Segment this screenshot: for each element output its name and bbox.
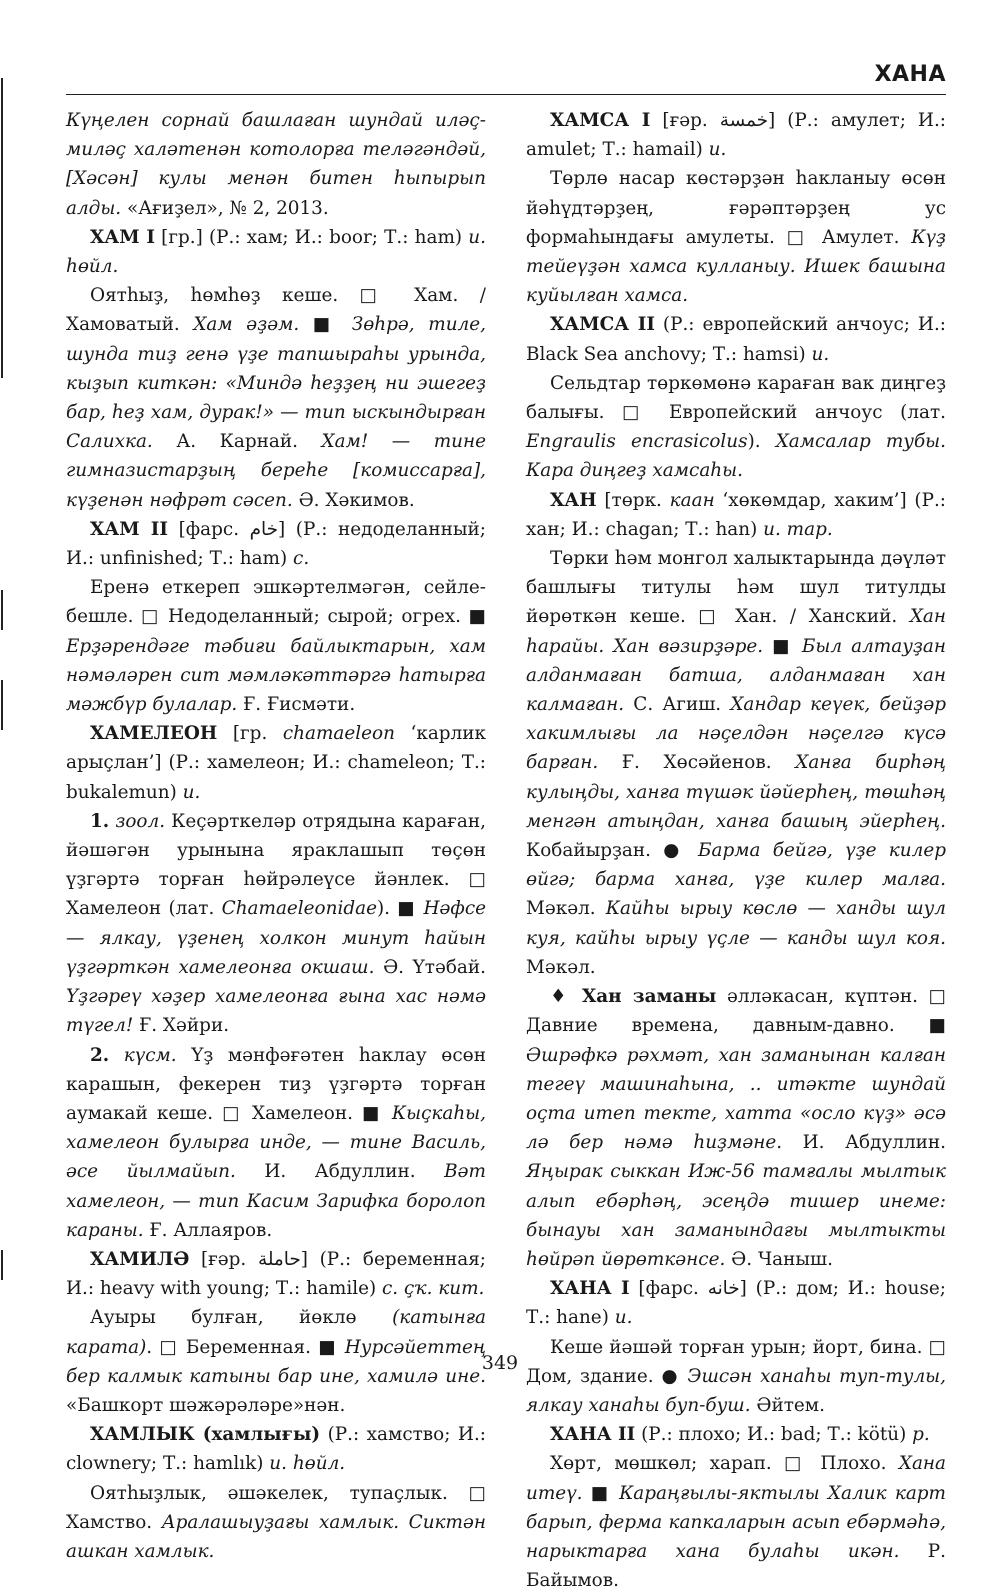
entry-text: [ғәр. خمسة] (Р.: амулет; И.: amulet; Т.: hamail) bbox=[526, 110, 946, 161]
entry-text: Хамсалар тубы. Кара диңгеҙ хамсаһы. bbox=[526, 431, 946, 482]
entry-text: (Р.: хамство; И.: clownery; Т.: hamlık) bbox=[66, 1424, 486, 1475]
entry-text: Был алтауҙан алданмаған батша, алданмаған хан калмаған. bbox=[526, 635, 946, 716]
entry-text: Күҙ тейеүҙән хамса кулланыу. Ишек башына куйылған хамса. bbox=[526, 226, 946, 307]
entry-paragraph bbox=[526, 310, 946, 368]
entry-text: и. тар. bbox=[763, 518, 833, 540]
entry-text: Ә. Үтәбай. bbox=[374, 956, 486, 978]
entry-text: Төрлө насар көстәрҙән һакланыу өсөн йәһүдтәрҙең, ғәрәптәрҙең ус формаһындағы амулеты. □ Амулет. bbox=[526, 168, 946, 248]
headword: ХАМ I bbox=[90, 226, 155, 248]
entry-text: [фарс. خانه] (Р.: дом; И.: house; Т.: hane) bbox=[526, 1278, 946, 1329]
headword: ХАМ II bbox=[90, 518, 168, 540]
entry-text: А. Карнай. bbox=[152, 431, 322, 453]
entry-text: Мәкәл. bbox=[526, 956, 596, 978]
entry-paragraph bbox=[66, 281, 486, 515]
entry-text: Кайһы ырыу көслө — ханды шул куя, кайһы ырыу үҫле — канды шул коя. bbox=[526, 898, 947, 949]
entry-text: Хан һарайы. Хан вәзирҙәре. bbox=[526, 606, 946, 657]
entry-text: 1. bbox=[90, 810, 110, 832]
entry-text: Хандар кеүек, бейҙәр хакимлығы ла нәҫелдән нәҫелгә күсә барған. bbox=[526, 694, 946, 774]
entry-text: (Р.: европейский анчоус; И.: Black Sea anchovy; Т.: hamsi) bbox=[526, 314, 946, 365]
entry-text: ). ■ bbox=[376, 898, 424, 920]
entry-text: Хам әҙәм. bbox=[193, 314, 300, 336]
entry-text: Оятһыҙ, һөмһөҙ кеше. □ Хам. / Хамоватый. bbox=[66, 285, 486, 336]
entry-text: Үҙгәреү хәҙер хамелеонға ғына хас нәмә түгел! bbox=[66, 986, 486, 1037]
entry-text: Хан заманы bbox=[582, 986, 717, 1008]
entry-text: chamaeleon bbox=[282, 723, 395, 745]
entry-text: Кобайырҙан. ● bbox=[526, 840, 699, 862]
entry-text: «Ағиҙел», № 2, 2013. bbox=[121, 197, 329, 219]
headword: ХАМЛЫК (хамлығы) bbox=[90, 1424, 321, 1446]
entry-text: и. bbox=[811, 343, 830, 365]
entry-text: и. bbox=[614, 1307, 633, 1329]
entry-text: [ғәр. حاملة] (Р.: беременная; И.: heavy with young; Т.: hamile) bbox=[66, 1248, 486, 1300]
entry-text: и. bbox=[182, 781, 201, 803]
entry-text: Яңырак сыккан Иж-56 тамғалы мылтык алып ебәрһәң, эсеңдә тишер инеме: бынауы хан заманындағы мылтыкты һөйрәп йөрөткәнсе. bbox=[526, 1161, 946, 1270]
page-number: 349 bbox=[481, 1352, 519, 1374]
entry-text: и. bbox=[708, 139, 727, 161]
entry-text: Мәкәл. bbox=[526, 898, 606, 920]
entry-text: Ә. Чаныш. bbox=[725, 1248, 833, 1270]
entry-text: Chamaeleonidae bbox=[221, 898, 377, 920]
entry-text: Аралашыуҙағы хамлык. Сиктән ашкан хамлык. bbox=[66, 1511, 486, 1562]
entry-text: И. Абдуллин. bbox=[782, 1132, 946, 1154]
entry-paragraph bbox=[66, 1245, 486, 1303]
entry-paragraph bbox=[66, 1420, 486, 1478]
headword: ХАНА I bbox=[550, 1278, 630, 1300]
entry-text: Нурсәйеттең бер калмык катыны бар ине, хамилә ине. bbox=[66, 1336, 486, 1387]
scan-edge-mark bbox=[1, 78, 3, 378]
entry-text: р. bbox=[912, 1424, 930, 1446]
entry-text: ♦ bbox=[550, 986, 582, 1008]
entry-text: (катынға карата) bbox=[66, 1307, 486, 1358]
entry-text: ). bbox=[747, 431, 776, 453]
entry-paragraph bbox=[66, 807, 486, 1041]
entry-text: әлләкасан, күптән. □ Давние времена, давным-давно. ■ bbox=[526, 986, 946, 1037]
left-column bbox=[66, 106, 486, 1566]
entry-text: күсм. bbox=[123, 1044, 177, 1066]
entry-paragraph bbox=[66, 106, 486, 223]
entry-paragraph bbox=[526, 369, 946, 486]
entry-text: . □ Беременная. ■ bbox=[146, 1336, 345, 1358]
entry-text: Әйтем. bbox=[750, 1394, 825, 1416]
entry-paragraph bbox=[526, 544, 946, 982]
entry-text: Еренә еткереп эшкәртелмәгән, сейле-бешле. □ Недоделанный; сырой; огрех. ■ bbox=[66, 577, 486, 628]
entry-text: Эшсән ханаһы туп-тулы, ялкау ханаһы буп-буш. bbox=[526, 1365, 946, 1416]
entry-text: Зөһрә, тиле, шунда тиҙ генә үҙе тапшыраһы урында, кыҙып киткән: «Миндә һеҙҙең ни эшегеҙ бар, һеҙ хам, дурак!» — тип ыскындырған Салихка. bbox=[66, 314, 486, 453]
scan-edge-mark bbox=[1, 680, 3, 730]
entry-paragraph bbox=[526, 1333, 946, 1421]
entry-text: Үҙ мәнфәғәтен һаклау өсөн карашын, фекерен тиҙ үҙгәртә торған аумакай кеше. □ Хамелеон. ■ bbox=[66, 1044, 486, 1124]
entry-paragraph bbox=[526, 486, 946, 544]
headword: ХАМСА II bbox=[550, 314, 655, 336]
entry-text: Төрки һәм монгол халыктарында дәүләт башлығы титулы һәм шул титулды йөрөткән кеше. □ Хан. / Ханский. bbox=[526, 548, 946, 628]
entry-text: И. Абдуллин. bbox=[235, 1161, 445, 1183]
scan-edge-mark bbox=[1, 1250, 3, 1280]
entry-paragraph bbox=[66, 1479, 486, 1567]
headword: ХАМСА I bbox=[550, 110, 651, 131]
entry-text: [фарс. خام] (Р.: недоделанный; И.: unfinished; Т.: ham) bbox=[66, 518, 486, 570]
scan-edge-mark bbox=[1, 590, 3, 630]
page-header bbox=[66, 58, 946, 94]
entry-text: Хөрт, мөшкөл; харап. □ Плохо. bbox=[550, 1453, 899, 1475]
headword: ХАН bbox=[550, 489, 597, 511]
entry-text: Ерҙәрендәге тәбиғи байлыктарын, хам нәмәләрен сит мәмләкәттәргә һатырға мәжбүр булалар. bbox=[66, 635, 486, 716]
entry-paragraph bbox=[526, 1274, 946, 1332]
entry-text: [төрк. bbox=[596, 489, 670, 511]
entry-text: Ғ. Аллаяров. bbox=[143, 1219, 273, 1241]
entry-text: ‘хөкөмдар, хаким’] (Р.: хан; И.: chagan; Т.: han) bbox=[526, 489, 946, 540]
entry-text: ■ bbox=[763, 635, 802, 657]
entry-paragraph bbox=[66, 515, 486, 573]
entry-paragraph bbox=[526, 164, 946, 310]
entry-text: с. bbox=[293, 548, 310, 570]
entry-text: Ғ. Ғисмәти. bbox=[237, 694, 356, 716]
entry-text: Ғ. Хәйри. bbox=[133, 1015, 230, 1037]
entry-text: Ауыры булған, йөклө bbox=[90, 1307, 393, 1329]
entry-text: С. Агиш. bbox=[624, 694, 731, 716]
entry-text: ‘карлик арыҫлан’] (Р.: хамелеон; И.: chameleon; Т.: bukalemun) bbox=[66, 723, 487, 803]
headword: ХАМЕЛЕОН bbox=[90, 723, 218, 745]
running-head: ХАНА bbox=[874, 62, 946, 87]
entry-text: зоол. bbox=[115, 810, 166, 832]
entry-text: «Башкорт шәжәрәләре»нән. bbox=[66, 1394, 346, 1416]
entry-paragraph bbox=[526, 1420, 946, 1449]
entry-text: Хам! — тине гимназистарҙың береһе [комиссарға], күҙенән нәфрәт сәсеп. bbox=[66, 431, 486, 511]
entry-text: Нәфсе — ялкау, үҙенең холкон минут һайын үҙгәрткән хамелеонға окшаш. bbox=[66, 898, 486, 978]
entry-paragraph bbox=[66, 1041, 486, 1245]
entry-text: и. һөйл. bbox=[66, 226, 486, 278]
entry-text: Хана итеү. bbox=[526, 1453, 946, 1504]
entry-text: с. ҫҡ. кит. bbox=[381, 1278, 485, 1300]
scan-edge bbox=[0, 0, 4, 1448]
entry-text: Кеше йәшәй торған урын; йорт, бина. □ Дом, здание. ● bbox=[526, 1336, 946, 1387]
entry-paragraph bbox=[66, 719, 486, 807]
entry-text: и. һөйл. bbox=[269, 1453, 346, 1475]
entry-text: Ғ. Хөсәйенов. bbox=[598, 752, 796, 774]
entry-text: Engraulis encrasicolus bbox=[526, 431, 748, 453]
entry-text: Кыҫкаһы, хамелеон булырға инде, — тине Василь, әсе йылмайып. bbox=[66, 1102, 486, 1183]
entry-text: (Р.: плохо; И.: bad; Т.: kötü) bbox=[635, 1424, 913, 1446]
entry-text: Вәт хамелеон, — тип Касим Зарифка боролоп караны. bbox=[66, 1161, 486, 1241]
entry-text: Ә. Хәкимов. bbox=[292, 489, 415, 511]
entry-text: [гр. bbox=[217, 723, 283, 745]
entry-text: Барма бейгә, үҙе килер өйгә; барма ханға, үҙе килер малға. bbox=[526, 840, 946, 891]
entry-text: каан bbox=[669, 489, 715, 511]
entry-text: Ханға бирһәң кулыңды, ханға түшәк йәйерһең, төшһәң менгән атыңдан, ханға башың эйерһең. bbox=[526, 752, 947, 832]
entry-paragraph bbox=[526, 982, 946, 1274]
header-rule bbox=[66, 94, 946, 95]
entry-text: Кеҫәрткеләр отрядына караған, йәшәгән урынына яраклашып төҫөн үҙгәртә торған һөйрәлеүсе йәнлек. □ Хамелеон (лат. bbox=[66, 810, 486, 920]
entry-text: [гр.] (Р.: хам; И.: boor; Т.: ham) bbox=[154, 226, 469, 248]
entry-text: Әшрәфкә рәхмәт, хан заманынан калған тегеү машинаһына, .. итәкте шундай оҫта итеп текте, хатта «осло күҙ» әсә лә бер нәмә һиҙмәне. bbox=[526, 1044, 946, 1154]
entry-text: Сельдтар төркөмөнә караған вак диңгеҙ балығы. □ Европейский анчоус (лат. bbox=[526, 372, 946, 424]
entry-text bbox=[109, 1045, 124, 1066]
headword: ХАМИЛӘ bbox=[90, 1248, 190, 1270]
entry-text: Күңелен сорнай башлаған шундай иләҫ-миләҫ халәтенән котолорға теләгәндәй, [Хәсән] кулы менән битен һыпырып алды. bbox=[66, 110, 486, 219]
headword: ХАНА II bbox=[550, 1424, 636, 1446]
entry-paragraph bbox=[66, 573, 486, 719]
entry-text: Оятһыҙлык, әшәкелек, тупаҫлык. □ Хамство. bbox=[66, 1482, 486, 1533]
entry-text: Караңғылы-яктылы Халик карт барып, ферма капкаларын асып ебәрмәһә, нарыктарға хана булаһы икән. bbox=[526, 1482, 946, 1562]
entry-paragraph bbox=[526, 106, 946, 164]
entry-paragraph bbox=[526, 1449, 946, 1595]
entry-paragraph bbox=[66, 223, 486, 281]
entry-text: ■ bbox=[299, 314, 352, 336]
entry-text: 2. bbox=[90, 1044, 110, 1066]
entry-text: ■ bbox=[582, 1482, 620, 1504]
entry-text: Р. Байымов. bbox=[526, 1540, 946, 1592]
